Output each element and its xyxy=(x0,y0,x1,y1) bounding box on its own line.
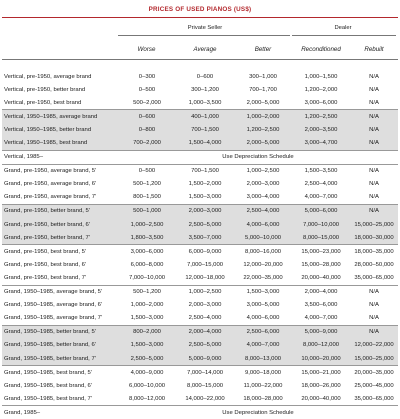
price-cell-better: 9,000–18,000 xyxy=(234,366,292,380)
price-cell-worse: 6,000–10,000 xyxy=(128,382,166,389)
price-cell-better: 1,000–2,000 xyxy=(234,110,292,124)
price-cell-worse: 8,000–12,000 xyxy=(128,395,166,402)
price-cell-worse: 4,000–9,000 xyxy=(118,366,176,380)
price-cell-rebuilt: N/A xyxy=(350,164,398,178)
price-cell-reconditioned: 10,000–20,000 xyxy=(292,352,350,366)
table-row xyxy=(2,164,398,178)
price-cell-worse: 500–1,200 xyxy=(133,181,161,188)
price-cell-reconditioned: 3,500–6,000 xyxy=(304,302,338,309)
price-cell-rebuilt: N/A xyxy=(350,110,398,124)
price-cell-rebuilt: 12,000–22,000 xyxy=(350,339,398,352)
price-cell-reconditioned: 2,500–4,000 xyxy=(304,181,338,188)
price-cell-rebuilt: N/A xyxy=(350,123,398,136)
depreciation-note: Use Depreciation Schedule xyxy=(118,150,398,164)
price-cell-average: 2,500–5,000 xyxy=(176,339,234,352)
price-cell-worse: 1,800–3,500 xyxy=(118,231,176,245)
table-row xyxy=(2,379,398,392)
price-cell-average: 2,500–5,000 xyxy=(176,218,234,231)
table-row xyxy=(2,325,398,339)
price-cell-better: 18,000–28,000 xyxy=(243,395,283,402)
row-label: Grand, pre-1950, average brand, 5′ xyxy=(2,164,118,178)
price-cell-reconditioned: 8,000–12,000 xyxy=(292,339,350,352)
table-row xyxy=(2,406,398,419)
price-cell-rebuilt: 18,000–30,000 xyxy=(350,231,398,245)
price-table xyxy=(2,70,398,419)
price-cell-reconditioned: 1,200–2,500 xyxy=(292,110,350,124)
row-label: Grand, pre-1950, better brand, 7′ xyxy=(2,231,118,245)
row-label: Grand, 1950–1985, best brand, 7′ xyxy=(4,395,92,402)
price-cell-better: 1,500–3,000 xyxy=(234,285,292,299)
header-rule xyxy=(2,59,398,60)
price-cell-average: 2,000–3,000 xyxy=(176,204,234,218)
table-row xyxy=(2,136,398,150)
price-cell-reconditioned: 5,000–6,000 xyxy=(292,204,350,218)
row-label: Grand, pre-1950, best brand, 7′ xyxy=(4,274,86,281)
price-cell-reconditioned: 8,000–15,000 xyxy=(292,231,350,245)
price-cell-worse: 500–1,200 xyxy=(118,285,176,299)
row-label: Vertical, pre-1950, better brand xyxy=(4,86,86,93)
table-row xyxy=(2,366,398,380)
price-cell-average: 2,000–4,000 xyxy=(176,325,234,339)
price-cell-average: 1,500–2,000 xyxy=(188,181,222,188)
price-cell-rebuilt: N/A xyxy=(369,73,379,80)
table-row xyxy=(2,392,398,406)
price-cell-better: 4,000–7,000 xyxy=(234,339,292,352)
price-cell-rebuilt: N/A xyxy=(369,86,379,93)
price-cell-average: 5,000–9,000 xyxy=(176,352,234,366)
depreciation-note: Use Depreciation Schedule xyxy=(118,406,398,419)
row-label: Grand, pre-1950, average brand, 7′ xyxy=(4,194,97,201)
row-label: Grand, pre-1950, best brand, 5′ xyxy=(2,245,118,259)
table-row xyxy=(2,150,398,164)
row-label: Grand, 1985– xyxy=(2,406,118,419)
price-cell-rebuilt: 28,000–50,000 xyxy=(354,261,394,268)
price-cell-average: 300–1,200 xyxy=(191,86,219,93)
row-label: Vertical, 1985– xyxy=(2,150,118,164)
price-cell-average: 6,000–9,000 xyxy=(176,245,234,259)
row-label: Vertical, 1950–1985, better brand xyxy=(2,123,118,136)
table-row xyxy=(2,258,398,271)
col-reconditioned: Reconditioned xyxy=(301,46,341,53)
table-row xyxy=(2,285,398,299)
price-cell-reconditioned: 1,000–1,500 xyxy=(304,73,338,80)
price-cell-reconditioned: 15,000–21,000 xyxy=(292,366,350,380)
col-average: Average xyxy=(193,46,217,53)
row-label: Grand, 1950–1985, average brand, 5′ xyxy=(2,285,118,299)
price-cell-rebuilt: N/A xyxy=(350,325,398,339)
price-cell-better: 12,000–20,000 xyxy=(243,261,283,268)
price-cell-rebuilt: N/A xyxy=(350,136,398,150)
price-cell-average: 1,500–4,000 xyxy=(176,136,234,150)
price-cell-rebuilt: N/A xyxy=(369,315,379,322)
price-cell-better: 2,000–5,000 xyxy=(234,136,292,150)
price-cell-average: 1,500–3,000 xyxy=(188,194,222,201)
price-cell-average: 8,000–15,000 xyxy=(186,382,224,389)
price-cell-better: 2,500–4,000 xyxy=(234,204,292,218)
price-cell-worse: 0–300 xyxy=(138,73,156,80)
price-cell-average: 700–1,500 xyxy=(176,164,234,178)
price-cell-reconditioned: 20,000–40,000 xyxy=(301,274,341,281)
row-label: Grand, 1950–1985, best brand, 6′ xyxy=(4,382,92,389)
price-cell-worse: 6,000–8,000 xyxy=(130,261,164,268)
price-cell-reconditioned: 2,000–3,500 xyxy=(292,123,350,136)
price-cell-average: 700–1,500 xyxy=(176,123,234,136)
price-cell-worse: 0–800 xyxy=(118,123,176,136)
price-cell-reconditioned: 20,000–40,000 xyxy=(301,395,341,402)
table-row xyxy=(2,245,398,259)
price-cell-worse: 7,000–10,000 xyxy=(128,274,166,281)
price-cell-rebuilt: 35,000–65,000 xyxy=(354,274,394,281)
price-cell-reconditioned: 1,200–2,000 xyxy=(304,86,338,93)
table-row xyxy=(2,178,398,191)
price-cell-average: 3,500–7,000 xyxy=(176,231,234,245)
price-cell-worse: 0–500 xyxy=(138,86,156,93)
row-label: Grand, pre-1950, average brand, 6′ xyxy=(4,181,97,188)
table-row xyxy=(2,83,398,96)
row-label: Grand, 1950–1985, better brand, 6′ xyxy=(2,339,118,352)
title-rule xyxy=(2,17,398,18)
row-label: Grand, pre-1950, better brand, 5′ xyxy=(2,204,118,218)
table-title: PRICES OF USED PIANOS (US$) xyxy=(148,6,252,13)
price-cell-rebuilt: 35,000–65,000 xyxy=(354,395,394,402)
price-cell-better: 300–1,000 xyxy=(249,73,277,80)
price-cell-worse: 0–500 xyxy=(118,164,176,178)
price-cell-worse: 0–600 xyxy=(118,110,176,124)
price-cell-better: 3,000–5,000 xyxy=(246,302,280,309)
table-row xyxy=(2,339,398,352)
price-cell-reconditioned: 1,500–3,500 xyxy=(292,164,350,178)
price-cell-rebuilt: 15,000–25,000 xyxy=(350,352,398,366)
price-cell-reconditioned: 15,000–23,000 xyxy=(292,245,350,259)
table-row xyxy=(2,96,398,110)
price-cell-average: 2,000–3,000 xyxy=(188,302,222,309)
price-cell-reconditioned: 15,000–28,000 xyxy=(301,261,341,268)
price-cell-better: 1,200–2,500 xyxy=(234,123,292,136)
row-label: Grand, 1950–1985, better brand, 5′ xyxy=(2,325,118,339)
row-label: Grand, 1950–1985, best brand, 5′ xyxy=(2,366,118,380)
price-cell-average: 14,000–22,000 xyxy=(185,395,225,402)
price-cell-better: 8,000–16,000 xyxy=(234,245,292,259)
price-cell-better: 22,000–35,000 xyxy=(243,274,283,281)
price-cell-worse: 1,000–2,500 xyxy=(118,218,176,231)
col-better: Better xyxy=(254,46,272,53)
row-label: Grand, 1950–1985, better brand, 7′ xyxy=(2,352,118,366)
price-cell-rebuilt: N/A xyxy=(350,285,398,299)
row-label: Vertical, 1950–1985, best brand xyxy=(2,136,118,150)
price-cell-reconditioned: 4,000–7,000 xyxy=(304,194,338,201)
price-cell-reconditioned: 18,000–26,000 xyxy=(301,382,341,389)
price-cell-average: 2,500–4,000 xyxy=(188,315,222,322)
table-row xyxy=(2,123,398,136)
dealer-header: Dealer xyxy=(334,25,352,31)
price-cell-average: 7,000–15,000 xyxy=(186,261,224,268)
table-row xyxy=(2,218,398,231)
price-cell-average: 0–600 xyxy=(196,73,214,80)
price-cell-average: 1,000–2,500 xyxy=(176,285,234,299)
table-row xyxy=(2,352,398,366)
price-cell-worse: 1,000–2,000 xyxy=(130,302,164,309)
row-label: Grand, 1950–1985, average brand, 7′ xyxy=(4,315,103,322)
table-row xyxy=(2,191,398,205)
price-cell-worse: 1,500–3,000 xyxy=(130,315,164,322)
price-cell-reconditioned: 3,000–6,000 xyxy=(304,99,338,106)
col-rebuilt: Rebuilt xyxy=(364,46,384,53)
col-worse: Worse xyxy=(137,46,156,53)
row-label: Grand, 1950–1985, average brand, 6′ xyxy=(4,302,103,309)
price-cell-better: 4,000–6,000 xyxy=(246,315,280,322)
table-row xyxy=(2,312,398,326)
table-row xyxy=(2,204,398,218)
table-row xyxy=(2,299,398,312)
table-row xyxy=(2,110,398,124)
price-cell-better: 8,000–13,000 xyxy=(234,352,292,366)
price-cell-worse: 800–2,000 xyxy=(118,325,176,339)
price-cell-rebuilt: N/A xyxy=(369,194,379,201)
price-cell-worse: 2,500–5,000 xyxy=(118,352,176,366)
price-cell-average: 400–1,000 xyxy=(176,110,234,124)
price-cell-rebuilt: N/A xyxy=(369,181,379,188)
price-cell-rebuilt: N/A xyxy=(369,302,379,309)
dealer-rule xyxy=(292,35,396,36)
price-cell-better: 2,000–5,000 xyxy=(246,99,280,106)
price-cell-better: 11,000–22,000 xyxy=(243,382,283,389)
row-label: Grand, pre-1950, better brand, 6′ xyxy=(2,218,118,231)
table-row xyxy=(2,271,398,285)
price-cell-better: 2,500–6,000 xyxy=(234,325,292,339)
table-row xyxy=(2,70,398,83)
price-cell-rebuilt: N/A xyxy=(369,99,379,106)
price-cell-rebuilt: 20,000–35,000 xyxy=(350,366,398,380)
price-cell-better: 3,000–4,000 xyxy=(246,194,280,201)
table-row xyxy=(2,231,398,245)
price-cell-average: 7,000–14,000 xyxy=(176,366,234,380)
price-cell-reconditioned: 2,000–4,000 xyxy=(292,285,350,299)
price-cell-better: 700–1,700 xyxy=(249,86,277,93)
price-cell-worse: 1,500–3,000 xyxy=(118,339,176,352)
price-cell-worse: 3,000–6,000 xyxy=(118,245,176,259)
price-cell-worse: 800–1,500 xyxy=(133,194,161,201)
price-cell-average: 12,000–18,000 xyxy=(185,274,225,281)
price-cell-rebuilt: 25,000–45,000 xyxy=(354,382,394,389)
price-cell-worse: 700–2,000 xyxy=(118,136,176,150)
private-seller-header: Private Seller xyxy=(187,25,223,31)
price-cell-average: 1,000–3,500 xyxy=(188,99,222,106)
price-cell-better: 1,000–2,500 xyxy=(234,164,292,178)
price-cell-rebuilt: N/A xyxy=(350,204,398,218)
price-cell-better: 5,000–10,000 xyxy=(234,231,292,245)
price-cell-rebuilt: 18,000–35,000 xyxy=(350,245,398,259)
private-seller-rule xyxy=(118,35,290,36)
price-cell-reconditioned: 4,000–7,000 xyxy=(304,315,338,322)
price-cell-reconditioned: 5,000–9,000 xyxy=(292,325,350,339)
price-cell-better: 2,000–3,000 xyxy=(246,181,280,188)
row-label: Vertical, 1950–1985, average brand xyxy=(2,110,118,124)
price-cell-better: 4,000–6,000 xyxy=(234,218,292,231)
price-cell-reconditioned: 7,000–10,000 xyxy=(292,218,350,231)
row-label: Vertical, pre-1950, average brand xyxy=(4,73,92,80)
price-cell-worse: 500–2,000 xyxy=(133,99,161,106)
price-cell-rebuilt: 15,000–25,000 xyxy=(350,218,398,231)
row-label: Vertical, pre-1950, best brand xyxy=(4,99,82,106)
price-cell-reconditioned: 3,000–4,700 xyxy=(292,136,350,150)
row-label: Grand, pre-1950, best brand, 6′ xyxy=(4,261,86,268)
price-cell-worse: 500–1,000 xyxy=(118,204,176,218)
